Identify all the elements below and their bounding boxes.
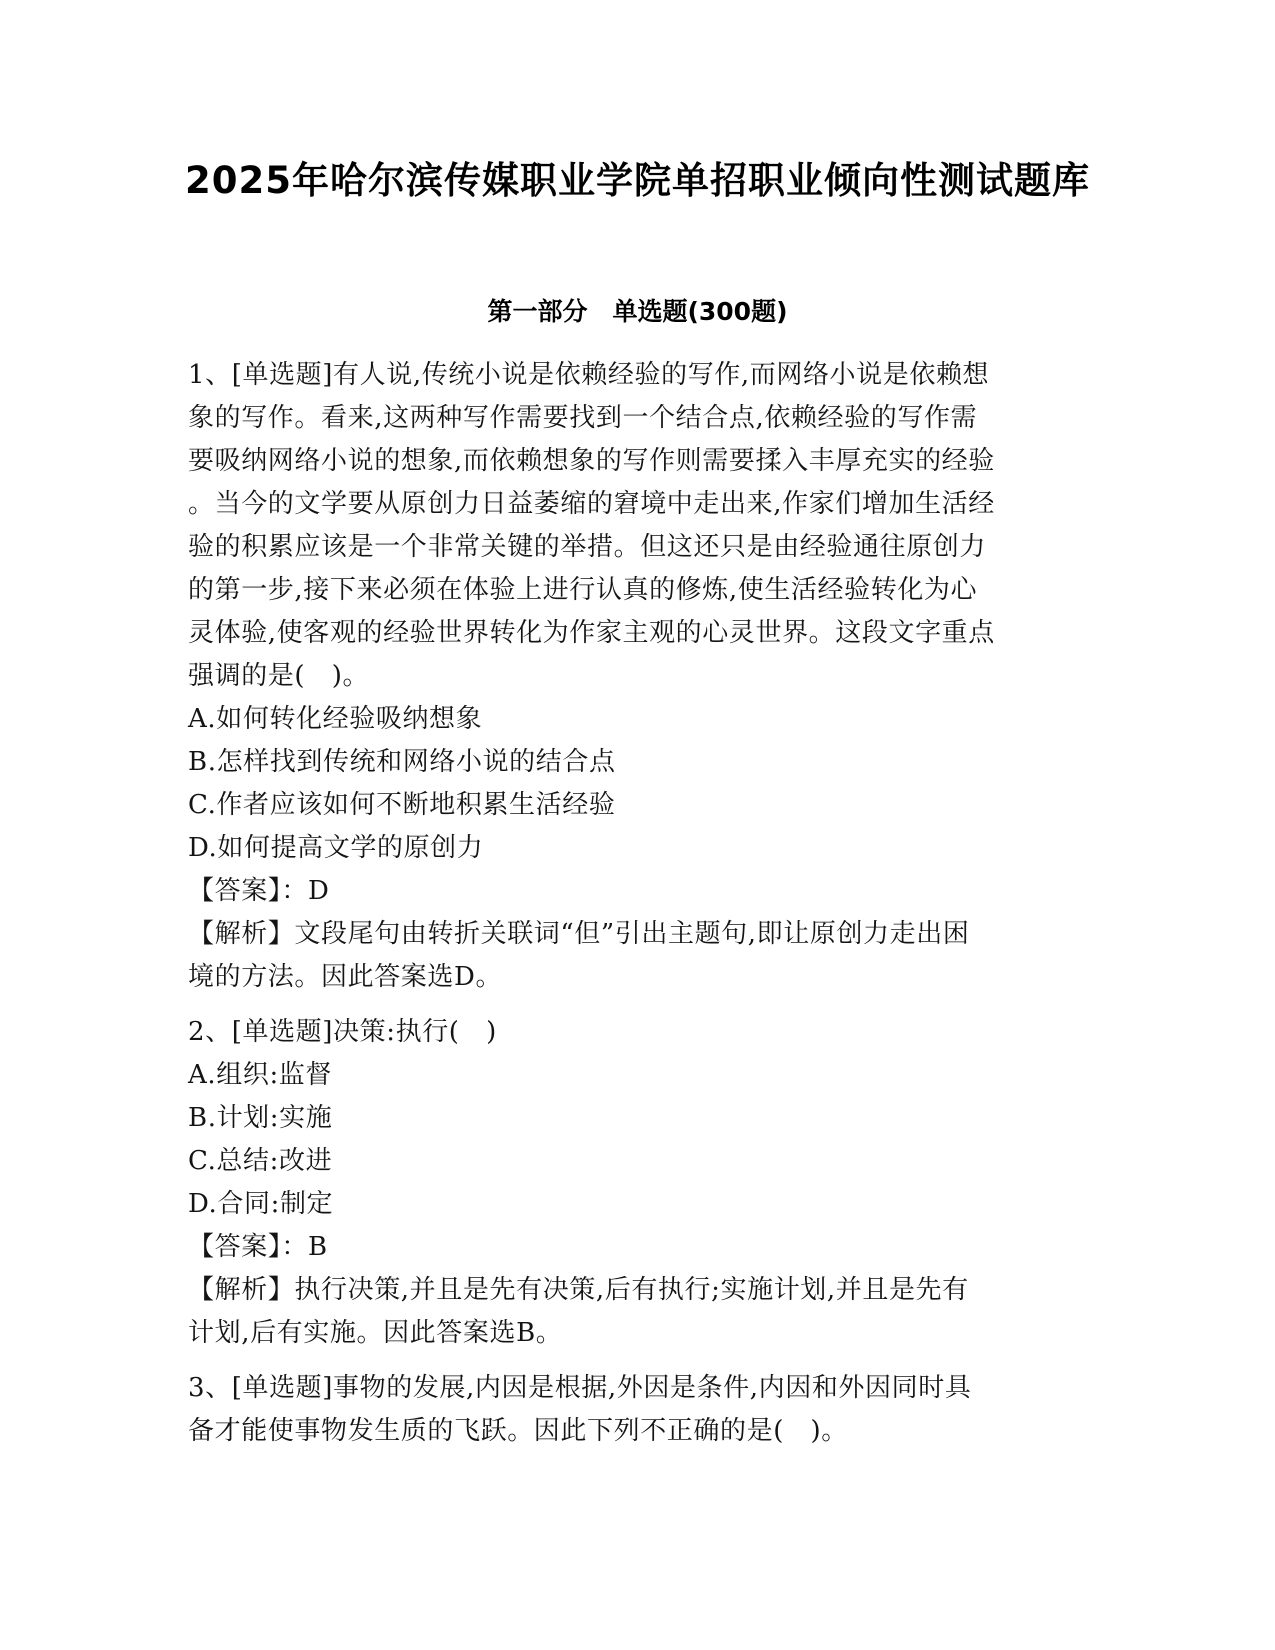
section-title: 第一部分 单选题(300题) [487,297,788,326]
question-stem-line: 验的积累应该是一个非常关键的举措。但这还只是由经验通往原创力 [188,532,987,562]
option-d: D.如何提高文学的原创力 [188,833,484,863]
option-d: D.合同:制定 [188,1189,334,1219]
option-c: C.作者应该如何不断地积累生活经验 [188,790,616,820]
option-c: C.总结:改进 [188,1146,333,1176]
question-1 [188,354,1078,999]
question-2 [188,1011,1078,1355]
question-3 [188,1367,1078,1453]
answer-line: 【答案】：B [188,1232,328,1262]
document-title: 2025年哈尔滨传媒职业学院单招职业倾向性测试题库 [185,159,1090,202]
question-list [188,354,1078,1465]
question-stem-line: 备才能使事物发生质的飞跃。因此下列不正确的是( )。 [188,1416,848,1446]
option-a: A.组织:监督 [188,1060,333,1090]
question-stem-line: 2、[单选题]决策:执行( ) [188,1017,497,1047]
option-a: A.如何转化经验吸纳想象 [188,704,483,734]
question-stem-line: 3、[单选题]事物的发展,内因是根据,外因是条件,内因和外因同时具 [188,1373,972,1403]
analysis-line: 境的方法。因此答案选D。 [188,962,503,992]
analysis-line: 【解析】文段尾句由转折关联词“但”引出主题句,即让原创力走出困 [188,919,970,949]
analysis-line: 计划,后有实施。因此答案选B。 [188,1318,563,1348]
analysis-line: 【解析】执行决策,并且是先有决策,后有执行;实施计划,并且是先有 [188,1275,969,1305]
question-stem-line: 象的写作。看来,这两种写作需要找到一个结合点,依赖经验的写作需 [188,403,978,433]
option-b: B.怎样找到传统和网络小说的结合点 [188,747,616,777]
option-b: B.计划:实施 [188,1103,333,1133]
question-stem-line: 。当今的文学要从原创力日益萎缩的窘境中走出来,作家们增加生活经 [188,489,995,519]
question-stem-line: 的第一步,接下来必须在体验上进行认真的修炼,使生活经验转化为心 [188,575,978,605]
answer-line: 【答案】：D [188,876,330,906]
question-stem-line: 灵体验,使客观的经验世界转化为作家主观的心灵世界。这段文字重点 [188,618,995,648]
question-stem-line: 1、[单选题]有人说,传统小说是依赖经验的写作,而网络小说是依赖想 [188,360,990,390]
question-stem-line: 要吸纳网络小说的想象,而依赖想象的写作则需要揉入丰厚充实的经验 [188,446,995,476]
question-stem-line: 强调的是( )。 [188,661,370,691]
